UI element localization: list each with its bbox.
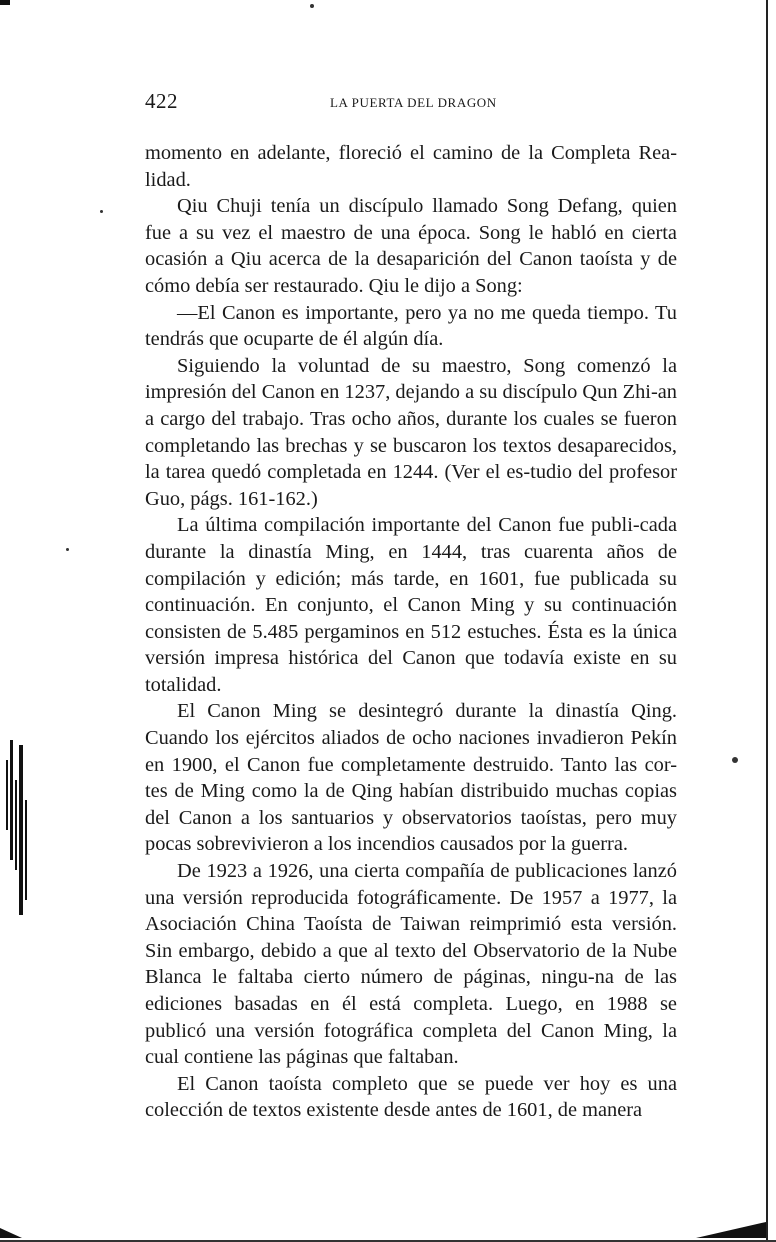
paragraph: La última compilación importante del Canon fue publi-cada durante la dinastía Ming, en 1444, tras cuarenta años de compilación y edición; más tarde, en 1601, fue publicada su continuación. En conjunto, el Canon Ming y su continuación consisten de 5.485 pergaminos en 512 estuches. Ésta es la única versión impresa histórica del Canon que todavía existe en su totalidad.	[145, 514, 677, 696]
scan-shadow-right	[696, 1222, 766, 1238]
paragraph: El Canon Ming se desintegró durante la dinastía Qing. Cuando los ejércitos aliados de ocho naciones invadieron Pekín en 1900, el Canon fue completamente destruido. Tanto las cor-tes de Ming como la de Qing habían distribuido muchas copias del Canon a los santuarios y observatorios taoístas, pero muy pocas sobrevivieron a los incendios causados por la guerra.	[145, 700, 677, 856]
paragraph: momento en adelante, floreció el camino de la Completa Rea-lidad.	[145, 142, 677, 191]
scan-corner-mark	[0, 0, 10, 5]
paragraph: De 1923 a 1926, una cierta compañía de publicaciones lanzó una versión reproducida fotográficamente. De 1957 a 1977, la Asociación China Taoísta de Taiwan reimprimió esta versión. Sin embargo, debido a que al texto del Observatorio de la Nube Blanca le faltaba cierto número de páginas, ningu-na de las ediciones basadas en él está completa. Luego, en 1988 se publicó una versión fotográfica completa del Canon Ming, la cual contiene las páginas que faltaban.	[145, 860, 677, 1069]
body-text	[145, 140, 677, 1124]
page-header	[145, 89, 677, 119]
running-head: LA PUERTA DEL DRAGON	[330, 95, 497, 110]
scan-speck	[100, 210, 103, 213]
paragraph: Qiu Chuji tenía un discípulo llamado Song Defang, quien fue a su vez el maestro de una época. Song le habló en cierta ocasión a Qiu acerca de la desaparición del Canon taoísta y de cómo debía ser restaurado. Qiu le dijo a Song:	[145, 195, 677, 297]
scan-edge-line	[766, 0, 768, 1242]
scan-shadow-left	[0, 1228, 22, 1238]
binding-marks	[4, 740, 32, 920]
paragraph: —El Canon es importante, pero ya no me queda tiempo. Tu tendrás que ocuparte de él algún día.	[145, 301, 677, 351]
scan-speck	[732, 757, 738, 763]
paragraph: El Canon taoísta completo que se puede ver hoy es una colección de textos existente desde antes de 1601, de manera	[145, 1072, 677, 1122]
scan-speck	[310, 4, 314, 8]
paragraph: Siguiendo la voluntad de su maestro, Song comenzó la impresión del Canon en 1237, dejando a su discípulo Qun Zhi-an a cargo del trabajo. Tras ocho años, durante los cuales se fueron completando las brechas y se buscaron los textos desaparecidos, la tarea quedó completada en 1244. (Ver el es-tudio del profesor Guo, págs. 161-162.)	[145, 354, 677, 510]
page-number: 422	[145, 89, 178, 113]
scan-speck	[66, 548, 69, 551]
